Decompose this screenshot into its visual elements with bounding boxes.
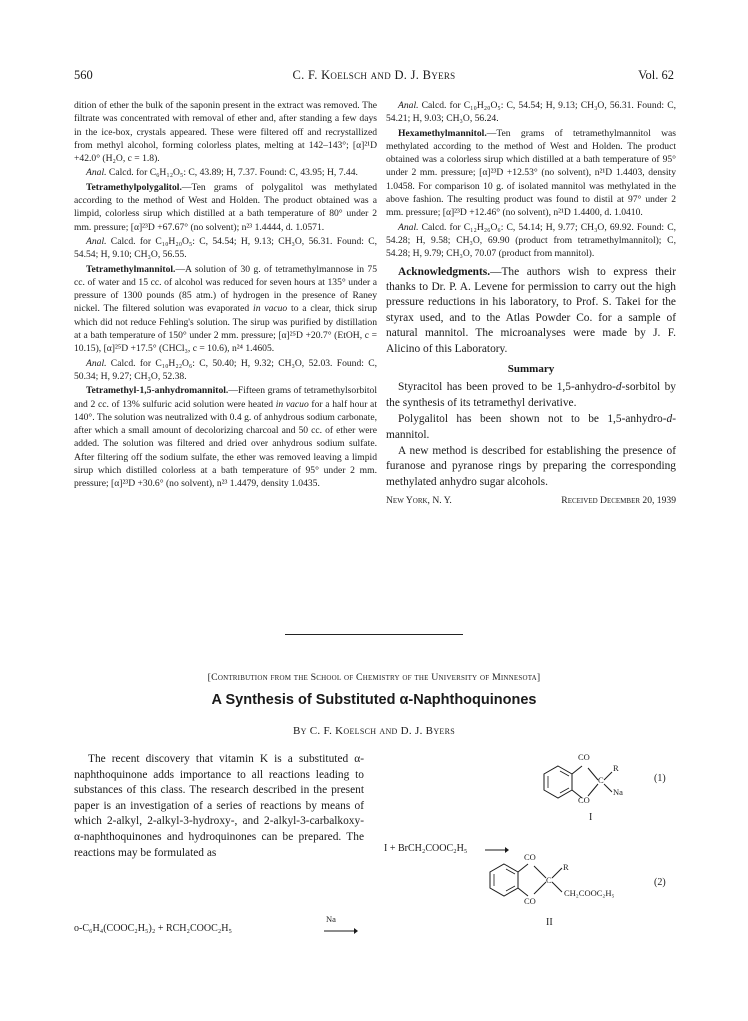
article-title: A Synthesis of Substituted α-Naphthoquinones — [211, 692, 537, 708]
section-tetramethylmannitol — [74, 263, 377, 356]
summary-text: Polygalitol has been shown not to be 1,5-anhydro- — [398, 413, 667, 426]
analysis-text: Calcd. for C₁₀H₂₀O₅: C, 54.54; H, 9.13; CH₃O, 56.31. Found: C, 54.21; H, 9.03; CH₃O, 56.24. — [386, 100, 676, 125]
section-tetramethylpolygalitol — [74, 181, 377, 234]
place: New York, N. Y. — [386, 495, 452, 507]
analysis-label: Anal. — [398, 221, 419, 233]
summary-item — [386, 412, 676, 443]
section-heading: Hexamethylmannitol. — [398, 127, 487, 139]
analysis-paragraph — [74, 235, 377, 262]
summary-heading: Summary — [507, 363, 555, 375]
equation-catalyst: Na — [326, 914, 336, 924]
section-hexamethylmannitol — [386, 127, 676, 220]
acknowledgments — [386, 265, 676, 357]
section-heading: Tetramethylpolygalitol. — [86, 181, 182, 193]
italic-term: d — [666, 413, 673, 426]
analysis-label: Anal. — [86, 167, 107, 179]
structure-II-co-top: CO — [524, 852, 536, 862]
right-column — [386, 99, 676, 507]
structure-I-na: Na — [613, 787, 623, 797]
scheme-2-reactants: I + BrCH₂COOC₂H₅ — [384, 843, 468, 854]
structure-II-co-bottom: CO — [524, 896, 536, 906]
structure-I-co-top: CO — [578, 752, 590, 762]
analysis-text: Calcd. for C₁₂H₂₆O₆: C, 54.14; H, 9.77; CH₃O, 69.92. Found: C, 54.28; H, 9.58; CH₃O, 69.90 (product from tetramethylmannitol); C, 54.28; H, 9.79; CH₃O, 70.07 (product from mannitol). — [386, 221, 676, 260]
analysis-text: Calcd. for C₆H₁₂O₅: C, 43.89; H, 7.37. Found: C, 43.95; H, 7.44. — [106, 167, 358, 179]
contribution-line: [Contribution from the School of Chemistry of the University of Minnesota] — [207, 672, 541, 683]
section-heading: Tetramethyl-1,5-anhydromannitol. — [86, 385, 229, 397]
section-text: to a clear, thick sirup which did not reduce Fehling's solution. The sirup was purified by distillation at a bath temperature of 150° under 2 mm. pressure; [α]²⁵D +20.7° (EtOH, c = 10.15), [α]²⁵D +17.5° (CHCl₃, c = 10.6), n²⁴ 1.4605. — [74, 303, 378, 355]
analysis-paragraph — [74, 357, 377, 384]
structure-II-r: R — [563, 862, 569, 872]
analysis-label: Anal. — [86, 357, 107, 369]
structure-I-co-bottom: CO — [578, 795, 590, 805]
section-text: —Fifteen grams of tetramethylsorbitol and 2 cc. of 13% sulfuric acid solution were heated — [74, 385, 377, 410]
continued-paragraph: dition of ether the bulk of the saponin present in the extract was removed. The filtrate was concentrated with removal of ether and, after standing a few days in the ice-box, crystals appeared. These were filtered off and recrystallized from methyl alcohol, forming colorless plates, melting at 142–143°; [α]²¹D +42.0° (H₂O, c = 1.8). — [74, 100, 377, 165]
analysis-paragraph — [386, 99, 676, 126]
summary-item — [386, 380, 676, 411]
page-number: 560 — [74, 68, 93, 82]
analysis-text: Calcd. for C₁₀H₂₀O₅: C, 54.54; H, 9.13; CH₃O, 56.31. Found: C, 54.54; H, 9.10; CH₃O, 56.55. — [74, 235, 377, 261]
italic-term: in vacuo — [253, 303, 288, 315]
acknowledgments-text: —The authors wish to express their thanks to Dr. P. A. Levene for permission to carry out the high pressure reductions in his laboratory, to Prof. S. Takei for the styrax used, and to the Atlas Powder Co. for a sample of natural mannitol. The microanalyses were made by J. F. Alicino of this Laboratory. — [386, 265, 676, 355]
compound-label-II: II — [546, 917, 553, 928]
reaction-equation — [74, 910, 364, 936]
analysis-paragraph — [74, 166, 377, 179]
structure-II-carbon: C — [546, 875, 552, 885]
section-text: —A solution of 30 g. of tetramethylmannose in 75 cc. of water and 15 cc. of alcohol was reduced for seven hours at 135° under a pressure of 1300 pounds (85 atm.) of hydrogen in the presence of Raney nickel. The filtered solution was evaporated — [74, 263, 377, 315]
section-text: —Ten grams of polygalitol was methylated according to the method of West and Holden. The product obtained was a limpid, colorless sirup which distilled at a bath temperature of 80° under 2 mm. pressure; [α]²³D +67.67° (no solvent); n²³ 1.4444, d. 1.0571. — [74, 181, 377, 233]
received-date: Received December 20, 1939 — [561, 495, 676, 507]
analysis-text: Calcd. for C₁₀H₂₂O₆: C, 50.40; H, 9.32; CH₃O, 52.03. Found: C, 50.34; H, 9.27; CH₃O, 52.38. — [74, 357, 377, 382]
italic-term: in vacuo — [275, 398, 309, 410]
byline: By C. F. Koelsch and D. J. Byers — [293, 725, 455, 737]
analysis-label: Anal. — [398, 100, 419, 111]
reaction-arrow-icon — [322, 916, 358, 936]
section-anhydromannitol — [74, 384, 377, 490]
compound-label-I: I — [589, 812, 593, 823]
analysis-paragraph — [386, 221, 676, 261]
analysis-label: Anal. — [86, 235, 107, 247]
structure-II-substituent: CH₂COOC₂H₅ — [564, 888, 615, 898]
article-intro — [74, 752, 364, 861]
summary-item: A new method is described for establishing the presence of furanose and pyranose rings by preparing the corresponding methylated anhydro sugar alcohols. — [386, 444, 676, 488]
place-received-line — [386, 494, 676, 507]
summary-text: -mannitol. — [386, 413, 676, 441]
page-header — [74, 68, 674, 84]
running-head-authors: C. F. Koelsch and D. J. Byers — [292, 68, 456, 82]
left-column — [74, 99, 377, 491]
structure-I-r: R — [613, 763, 619, 773]
volume-label: Vol. 62 — [638, 68, 674, 82]
intro-paragraph: The recent discovery that vitamin K is a substituted α-naphthoquinone adds importance to all reactions leading to substances of this class. The research described in the present paper is an investigation of a series of reactions by means of which 2-alkyl, 2-alkyl-3-hydroxy-, and 2-alkyl-3-carbalkoxy-α-naphthoquinones and hydroquinones can be prepared. The reactions may be formulated as — [74, 753, 364, 859]
equation-number-1: (1) — [654, 773, 666, 784]
summary-text: Styracitol has been proved to be 1,5-anhydro- — [398, 381, 616, 394]
section-heading: Tetramethylmannitol. — [86, 263, 176, 275]
section-text: for a half hour at 140°. The solution was neutralized with 0.4 g. of anhydrous sodium carbonate, after which a small amount of decolorizing charcoal and 50 cc. of ether were added. The solution was filtered and dried over anhydrous sodium sulfate. After filtering off the sodium sulfate, the ether was removed leaving a limpid sirup which distilled colorless at a bath temperature of 95° under 2 mm. pressure; [α]²³D +30.6° (no solvent), n²³ 1.4479, density 1.0435. — [74, 398, 377, 490]
equation-reactants: o-C₆H₄(COOC₂H₅)₂ + RCH₂COOC₂H₅ — [74, 923, 232, 934]
section-text: —Ten grams of tetramethylmannitol was methylated according to the method of West and Holden. The product obtained was a colorless sirup which distilled at a bath temperature of 95° under 2 mm. pressure; [α]²³D +12.53° (no solvent), n²¹D 1.4403, density 1.0458. For comparison 10 g. of isolated mannitol was methylated in the above fashion. The resulting product was found to distil at 97° under 2 mm. pressure; [α]²³D +12.46° (no solvent), n²¹D 1.4400, d. 1.0410. — [386, 127, 676, 219]
summary-text: -sorbitol by the synthesis of its tetramethyl derivative. — [386, 381, 677, 409]
italic-term: d — [615, 381, 622, 394]
section-divider — [285, 634, 463, 635]
equation-number-2: (2) — [654, 877, 666, 888]
acknowledgments-heading: Acknowledgments. — [398, 265, 491, 278]
structure-I-carbon: C — [598, 775, 604, 785]
